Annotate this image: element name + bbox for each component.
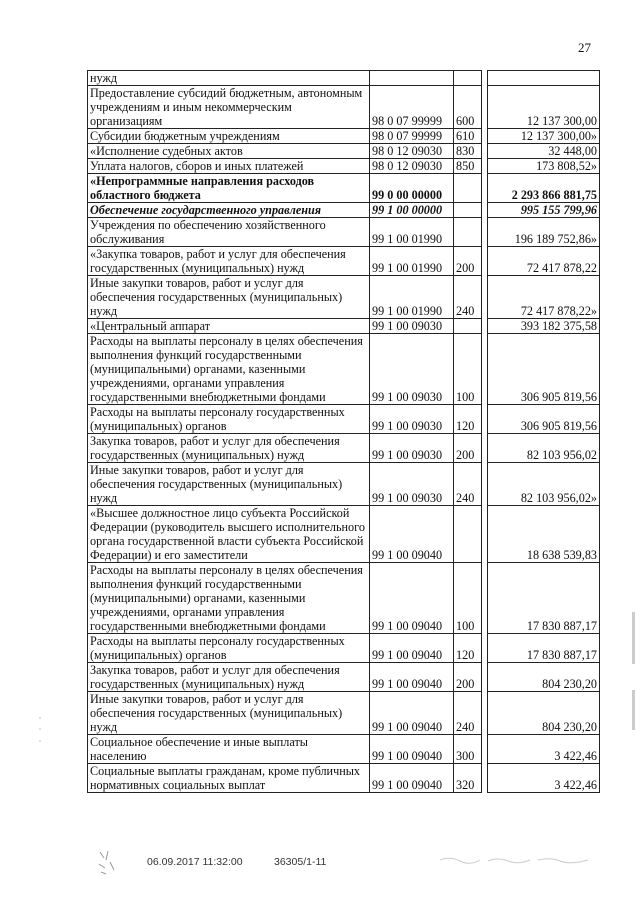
row-name: Расходы на выплаты персоналу государственных (муниципальных) органов — [88, 405, 370, 434]
row-expense-type — [454, 319, 482, 334]
row-code — [370, 71, 454, 86]
row-name: Расходы на выплаты персоналу в целях обеспечения выполнения функций государственными (муниципальными) органами, казенными учреждениями, органами управления государственными внебюджетными фондами — [88, 563, 370, 634]
row-name: Субсидии бюджетным учреждениям — [88, 129, 370, 144]
row-name: Иные закупки товаров, работ и услуг для обеспечения государственных (муниципальных) нужд — [88, 463, 370, 506]
table-row — [88, 764, 600, 793]
table-row — [88, 735, 600, 764]
row-code: 99 1 00 01990 — [370, 247, 454, 276]
row-expense-type: 100 — [454, 563, 482, 634]
row-amount: 393 182 375,58 — [488, 319, 600, 334]
table-row — [88, 174, 600, 203]
row-name: «Закупка товаров, работ и услуг для обеспечения государственных (муниципальных) нужд — [88, 247, 370, 276]
row-amount: 804 230,20 — [488, 663, 600, 692]
table-row — [88, 144, 600, 159]
row-code: 98 0 07 99999 — [370, 86, 454, 129]
row-expense-type — [454, 506, 482, 563]
row-amount: 196 189 752,86» — [488, 218, 600, 247]
table-row — [88, 129, 600, 144]
stamp-mark-icon — [96, 848, 118, 876]
row-expense-type: 200 — [454, 247, 482, 276]
table-row — [88, 663, 600, 692]
footer-timestamp: 06.09.2017 11:32:00 — [147, 856, 243, 868]
row-amount: 18 638 539,83 — [488, 506, 600, 563]
row-code: 99 1 00 00000 — [370, 203, 454, 218]
table-row — [88, 506, 600, 563]
row-amount: 72 417 878,22» — [488, 276, 600, 319]
row-code: 99 1 00 09030 — [370, 463, 454, 506]
row-expense-type: 240 — [454, 276, 482, 319]
page-number: 27 — [578, 40, 591, 55]
scan-dots — [37, 715, 43, 745]
row-code: 99 1 00 09040 — [370, 663, 454, 692]
row-expense-type: 600 — [454, 86, 482, 129]
row-code: 99 1 00 09040 — [370, 634, 454, 663]
row-expense-type: 240 — [454, 463, 482, 506]
table-row — [88, 71, 600, 86]
table-row — [88, 434, 600, 463]
table-row — [88, 276, 600, 319]
footer-doc-id: 36305/1-11 — [274, 856, 327, 868]
row-expense-type: 240 — [454, 692, 482, 735]
row-name: Закупка товаров, работ и услуг для обеспечения государственных (муниципальных) нужд — [88, 663, 370, 692]
faint-signature-mark — [440, 855, 590, 865]
row-expense-type — [454, 174, 482, 203]
row-amount: 804 230,20 — [488, 692, 600, 735]
table-row — [88, 405, 600, 434]
row-code: 99 1 00 09040 — [370, 506, 454, 563]
row-amount — [488, 71, 600, 86]
row-name: Социальное обеспечение и иные выплаты населению — [88, 735, 370, 764]
row-amount: 306 905 819,56 — [488, 405, 600, 434]
row-expense-type — [454, 218, 482, 247]
row-expense-type: 610 — [454, 129, 482, 144]
table-row — [88, 563, 600, 634]
row-code: 99 1 00 09030 — [370, 334, 454, 405]
row-code: 99 1 00 09030 — [370, 319, 454, 334]
row-expense-type — [454, 71, 482, 86]
row-expense-type: 320 — [454, 764, 482, 793]
row-expense-type: 200 — [454, 663, 482, 692]
row-amount: 173 808,52» — [488, 159, 600, 174]
row-code: 99 1 00 01990 — [370, 276, 454, 319]
row-amount: 32 448,00 — [488, 144, 600, 159]
row-code: 99 1 00 09040 — [370, 692, 454, 735]
row-amount: 17 830 887,17 — [488, 634, 600, 663]
row-amount: 12 137 300,00 — [488, 86, 600, 129]
row-code: 99 1 00 09040 — [370, 735, 454, 764]
row-name: Учреждения по обеспечению хозяйственного обслуживания — [88, 218, 370, 247]
row-code: 99 1 00 09040 — [370, 563, 454, 634]
row-expense-type: 300 — [454, 735, 482, 764]
margin-scan-mark — [632, 690, 635, 730]
row-amount: 82 103 956,02» — [488, 463, 600, 506]
table-row — [88, 86, 600, 129]
row-name: «Непрограммные направления расходов областного бюджета — [88, 174, 370, 203]
row-code: 98 0 07 99999 — [370, 129, 454, 144]
row-amount: 72 417 878,22 — [488, 247, 600, 276]
row-name: «Высшее должностное лицо субъекта Российской Федерации (руководитель высшего исполнительного органа государственной власти субъекта Российской Федерации) и его заместители — [88, 506, 370, 563]
row-name: Обеспечение государственного управления — [88, 203, 370, 218]
row-expense-type — [454, 203, 482, 218]
row-code: 98 0 12 09030 — [370, 144, 454, 159]
row-amount: 3 422,46 — [488, 735, 600, 764]
row-amount: 995 155 799,96 — [488, 203, 600, 218]
table-row — [88, 463, 600, 506]
row-name: «Центральный аппарат — [88, 319, 370, 334]
row-amount: 2 293 866 881,75 — [488, 174, 600, 203]
row-name: Иные закупки товаров, работ и услуг для обеспечения государственных (муниципальных) нужд — [88, 692, 370, 735]
margin-scan-mark — [632, 612, 635, 664]
row-name: нужд — [88, 71, 370, 86]
row-name: Расходы на выплаты персоналу в целях обеспечения выполнения функций государственными (муниципальными) органами, казенными учреждениями, органами управления государственными внебюджетными фондами — [88, 334, 370, 405]
table-row — [88, 319, 600, 334]
row-name: Социальные выплаты гражданам, кроме публичных нормативных социальных выплат — [88, 764, 370, 793]
table-row — [88, 218, 600, 247]
row-expense-type: 850 — [454, 159, 482, 174]
row-amount: 306 905 819,56 — [488, 334, 600, 405]
row-expense-type: 830 — [454, 144, 482, 159]
row-name: «Исполнение судебных актов — [88, 144, 370, 159]
row-code: 99 1 00 09030 — [370, 434, 454, 463]
row-amount: 82 103 956,02 — [488, 434, 600, 463]
row-name: Расходы на выплаты персоналу государственных (муниципальных) органов — [88, 634, 370, 663]
row-name: Уплата налогов, сборов и иных платежей — [88, 159, 370, 174]
row-name: Предоставление субсидий бюджетным, автономным учреждениям и иным некоммерческим организациям — [88, 86, 370, 129]
row-name: Закупка товаров, работ и услуг для обеспечения государственных (муниципальных) нужд — [88, 434, 370, 463]
row-expense-type: 200 — [454, 434, 482, 463]
table-row — [88, 247, 600, 276]
budget-table — [87, 70, 600, 793]
row-code: 99 0 00 00000 — [370, 174, 454, 203]
table-row — [88, 159, 600, 174]
row-expense-type: 120 — [454, 405, 482, 434]
row-expense-type: 120 — [454, 634, 482, 663]
row-expense-type: 100 — [454, 334, 482, 405]
row-amount: 17 830 887,17 — [488, 563, 600, 634]
budget-table-body — [88, 71, 600, 793]
table-row — [88, 203, 600, 218]
row-name: Иные закупки товаров, работ и услуг для обеспечения государственных (муниципальных) нужд — [88, 276, 370, 319]
row-amount: 12 137 300,00» — [488, 129, 600, 144]
row-code: 98 0 12 09030 — [370, 159, 454, 174]
row-code: 99 1 00 01990 — [370, 218, 454, 247]
row-amount: 3 422,46 — [488, 764, 600, 793]
row-code: 99 1 00 09040 — [370, 764, 454, 793]
table-row — [88, 634, 600, 663]
table-row — [88, 692, 600, 735]
row-code: 99 1 00 09030 — [370, 405, 454, 434]
table-row — [88, 334, 600, 405]
